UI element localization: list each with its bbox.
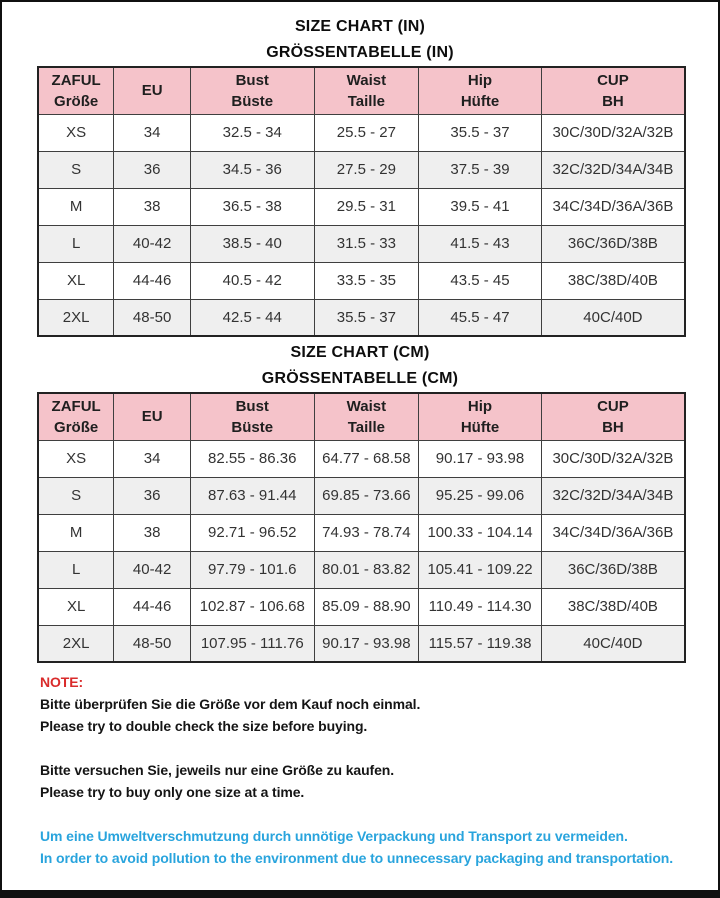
- eu-cell: 48-50: [114, 299, 191, 336]
- note-one-size-en: Please try to buy only one size at a time.: [40, 784, 305, 800]
- eu-cell: 44-46: [114, 588, 191, 625]
- hip-cell: 90.17 - 93.98: [419, 440, 542, 477]
- size-cell: XS: [38, 440, 114, 477]
- cup-cell: 40C/40D: [541, 625, 685, 662]
- bust-cell: 32.5 - 34: [190, 114, 314, 151]
- col-header-bust: [190, 393, 314, 440]
- col-header-hip: [419, 393, 542, 440]
- size-cell: S: [38, 477, 114, 514]
- cup-cell: 34C/34D/36A/36B: [541, 514, 685, 551]
- col-header-cup-de: BH: [602, 418, 624, 436]
- hip-cell: 105.41 - 109.22: [419, 551, 542, 588]
- note-eco-en: In order to avoid pollution to the environment due to unnecessary packaging and transportation.: [40, 850, 674, 866]
- waist-cell: 27.5 - 29: [314, 151, 419, 188]
- table-row-s: [38, 151, 685, 188]
- size-cell: XL: [38, 588, 114, 625]
- cup-cell: 32C/32D/34A/34B: [541, 151, 685, 188]
- size-cell: M: [38, 514, 114, 551]
- waist-cell: 85.09 - 88.90: [314, 588, 419, 625]
- size-chart-in-subtitle: GRÖSSENTABELLE (IN): [266, 44, 454, 61]
- col-header-bust-de: Büste: [231, 92, 274, 110]
- size-table-cm: [37, 392, 686, 663]
- size-cell: XS: [38, 114, 114, 151]
- size-cell: M: [38, 188, 114, 225]
- waist-cell: 25.5 - 27: [314, 114, 419, 151]
- note-eco-de: Um eine Umweltverschmutzung durch unnötige Verpackung und Transport zu vermeiden.: [40, 828, 628, 844]
- col-header-size-de: Größe: [54, 92, 99, 110]
- table-row-m: [38, 514, 685, 551]
- cup-cell: 40C/40D: [541, 299, 685, 336]
- col-header-size: [38, 67, 114, 114]
- col-header-eu: [114, 393, 191, 440]
- hip-cell: 45.5 - 47: [419, 299, 542, 336]
- col-header-size-de: Größe: [54, 418, 99, 436]
- col-header-bust-de: Büste: [231, 418, 274, 436]
- col-header-hip: [419, 67, 542, 114]
- bust-cell: 42.5 - 44: [190, 299, 314, 336]
- col-header-cup-en: CUP: [597, 71, 629, 89]
- cup-cell: 30C/30D/32A/32B: [541, 114, 685, 151]
- waist-cell: 33.5 - 35: [314, 262, 419, 299]
- eu-cell: 38: [114, 188, 191, 225]
- bust-cell: 34.5 - 36: [190, 151, 314, 188]
- table-row-2xl: [38, 625, 685, 662]
- eu-cell: 36: [114, 151, 191, 188]
- col-header-bust-en: Bust: [235, 71, 269, 89]
- col-header-waist: [314, 67, 419, 114]
- table-row-m: [38, 188, 685, 225]
- note-label: NOTE:: [40, 674, 84, 690]
- table-row-s: [38, 477, 685, 514]
- note-check-size-de: Bitte überprüfen Sie die Größe vor dem Kauf noch einmal.: [40, 696, 421, 712]
- cup-cell: 34C/34D/36A/36B: [541, 188, 685, 225]
- waist-cell: 31.5 - 33: [314, 225, 419, 262]
- col-header-cup-de: BH: [602, 92, 624, 110]
- header-row: [38, 393, 685, 440]
- col-header-size: [38, 393, 114, 440]
- note-spacer: [40, 737, 695, 759]
- hip-cell: 95.25 - 99.06: [419, 477, 542, 514]
- bust-cell: 38.5 - 40: [190, 225, 314, 262]
- eu-cell: 34: [114, 440, 191, 477]
- eu-cell: 34: [114, 114, 191, 151]
- table-row-l: [38, 551, 685, 588]
- waist-cell: 74.93 - 78.74: [314, 514, 419, 551]
- hip-cell: 35.5 - 37: [419, 114, 542, 151]
- cup-cell: 36C/36D/38B: [541, 225, 685, 262]
- size-chart-cm-title: SIZE CHART (CM): [290, 344, 430, 361]
- col-header-bust: [190, 67, 314, 114]
- size-chart-in-title: SIZE CHART (IN): [294, 18, 426, 35]
- hip-cell: 115.57 - 119.38: [419, 625, 542, 662]
- bust-cell: 102.87 - 106.68: [190, 588, 314, 625]
- table-row-xs: [38, 440, 685, 477]
- col-header-hip-de: Hüfte: [460, 92, 500, 110]
- cup-cell: 30C/30D/32A/32B: [541, 440, 685, 477]
- col-header-bust-en: Bust: [235, 397, 269, 415]
- bust-cell: 97.79 - 101.6: [190, 551, 314, 588]
- col-header-waist-en: Waist: [346, 397, 387, 415]
- size-cell: L: [38, 551, 114, 588]
- col-header-cup-en: CUP: [597, 397, 629, 415]
- waist-cell: 64.77 - 68.58: [314, 440, 419, 477]
- size-cell: 2XL: [38, 625, 114, 662]
- col-header-waist-en: Waist: [346, 71, 387, 89]
- col-header-hip-en: Hip: [467, 397, 493, 415]
- table-row-xl: [38, 588, 685, 625]
- cup-cell: 38C/38D/40B: [541, 262, 685, 299]
- col-header-waist-de: Taille: [347, 418, 385, 436]
- bust-cell: 40.5 - 42: [190, 262, 314, 299]
- table-row-xl: [38, 262, 685, 299]
- col-header-hip-en: Hip: [467, 71, 493, 89]
- col-header-hip-de: Hüfte: [460, 418, 500, 436]
- cup-cell: 32C/32D/34A/34B: [541, 477, 685, 514]
- waist-cell: 29.5 - 31: [314, 188, 419, 225]
- eu-cell: 48-50: [114, 625, 191, 662]
- hip-cell: 43.5 - 45: [419, 262, 542, 299]
- table-row-xs: [38, 114, 685, 151]
- size-cell: S: [38, 151, 114, 188]
- note-spacer: [40, 803, 695, 825]
- hip-cell: 41.5 - 43: [419, 225, 542, 262]
- waist-cell: 69.85 - 73.66: [314, 477, 419, 514]
- col-header-cup: [541, 67, 685, 114]
- size-chart-in-title-block: [2, 2, 718, 66]
- bust-cell: 107.95 - 111.76: [190, 625, 314, 662]
- cup-cell: 36C/36D/38B: [541, 551, 685, 588]
- size-chart-cm-subtitle: GRÖSSENTABELLE (CM): [261, 370, 459, 387]
- note-check-size-en: Please try to double check the size before buying.: [40, 718, 368, 734]
- col-header-cup: [541, 393, 685, 440]
- hip-cell: 37.5 - 39: [419, 151, 542, 188]
- notes-section: [40, 671, 695, 869]
- size-cell: XL: [38, 262, 114, 299]
- bust-cell: 87.63 - 91.44: [190, 477, 314, 514]
- col-header-eu-label: EU: [141, 408, 163, 426]
- table-row-2xl: [38, 299, 685, 336]
- size-cell: 2XL: [38, 299, 114, 336]
- size-cell: L: [38, 225, 114, 262]
- hip-cell: 100.33 - 104.14: [419, 514, 542, 551]
- table-row-l: [38, 225, 685, 262]
- bust-cell: 92.71 - 96.52: [190, 514, 314, 551]
- col-header-size-en: ZAFUL: [51, 71, 101, 89]
- hip-cell: 110.49 - 114.30: [419, 588, 542, 625]
- bust-cell: 36.5 - 38: [190, 188, 314, 225]
- eu-cell: 36: [114, 477, 191, 514]
- waist-cell: 35.5 - 37: [314, 299, 419, 336]
- col-header-eu-label: EU: [141, 82, 163, 100]
- col-header-size-en: ZAFUL: [51, 397, 101, 415]
- header-row: [38, 67, 685, 114]
- cup-cell: 38C/38D/40B: [541, 588, 685, 625]
- bust-cell: 82.55 - 86.36: [190, 440, 314, 477]
- eu-cell: 40-42: [114, 225, 191, 262]
- size-table-in: [37, 66, 686, 337]
- col-header-waist-de: Taille: [347, 92, 385, 110]
- waist-cell: 90.17 - 93.98: [314, 625, 419, 662]
- hip-cell: 39.5 - 41: [419, 188, 542, 225]
- col-header-eu: [114, 67, 191, 114]
- eu-cell: 40-42: [114, 551, 191, 588]
- col-header-waist: [314, 393, 419, 440]
- note-one-size-de: Bitte versuchen Sie, jeweils nur eine Größe zu kaufen.: [40, 762, 395, 778]
- eu-cell: 38: [114, 514, 191, 551]
- waist-cell: 80.01 - 83.82: [314, 551, 419, 588]
- eu-cell: 44-46: [114, 262, 191, 299]
- size-chart-cm-title-block: [2, 337, 718, 392]
